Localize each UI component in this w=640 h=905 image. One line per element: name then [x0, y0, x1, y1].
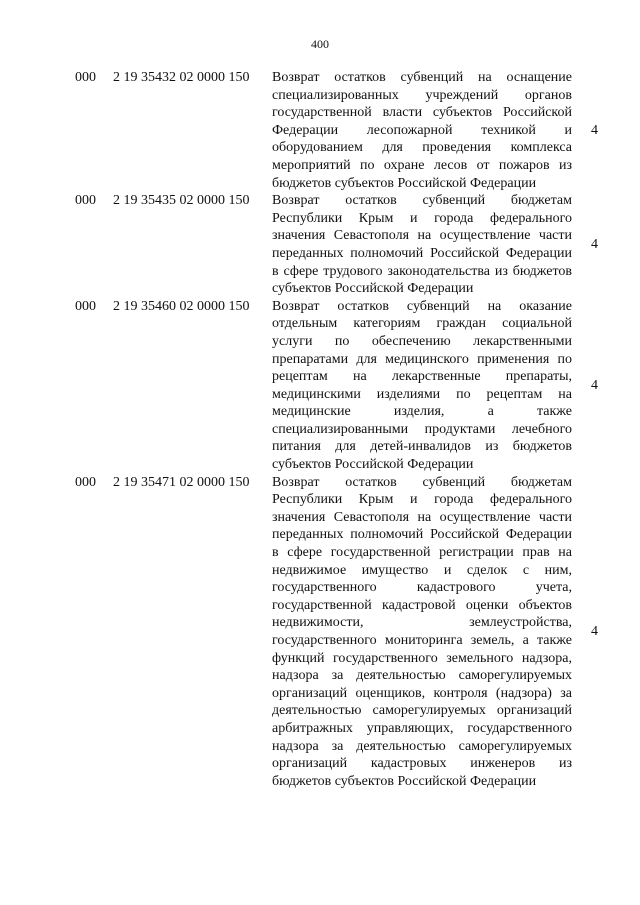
budget-classification-code: 2 19 35432 02 0000 150: [113, 70, 250, 85]
amount-value: 4: [591, 236, 598, 252]
amount-value: 4: [591, 624, 598, 639]
budget-classification-code: 2 19 35460 02 0000 150: [113, 298, 250, 314]
income-name: Возврат остатков субвенций бюджетам Республики Крым и города федерального значения Севастополя на осуществление части переданных полномочий Российской Федерации в сфере государственной регистрации прав на недвижимое имущество и сделок с ним, государственного кадастрового учета, государственной кадастровой оценки объектов недвижимости, землеустройства, государственного мониторинга земель, а также функций государственного земельного надзора, надзора за деятельностью саморегулируемых организаций оценщиков, контроля (надзора) за деятельностью саморегулируемых организаций арбитражных управляющих, государственного надзора за деятельностью саморегулируемых организаций кадастровых инженеров из бюджетов субъектов Российской Федерации: [272, 474, 572, 789]
admin-code: 000: [75, 298, 96, 314]
admin-code: 000: [75, 70, 96, 85]
income-name: Возврат остатков субвенций на оказание отдельным категориям граждан социальной услуги по обеспечению лекарственными препаратами для медицинского применения по рецептам на лекарственные препараты, медицинскими изделиями по рецептам на медицинские изделия, а также специализированными продуктами лечебного питания для детей-инвалидов из бюджетов субъектов Российской Федерации: [272, 298, 572, 473]
budget-classification-code: 2 19 35435 02 0000 150: [113, 193, 250, 209]
amount-value: 4: [591, 377, 598, 393]
table-row: [0, 192, 640, 298]
table-row: [0, 298, 640, 474]
budget-table: [0, 69, 640, 790]
admin-code: 000: [75, 474, 96, 490]
budget-classification-code: 2 19 35471 02 0000 150: [113, 474, 250, 490]
admin-code: 000: [75, 193, 96, 209]
table-row: [0, 69, 640, 192]
income-name: Возврат остатков субвенций бюджетам Республики Крым и города федерального значения Севастополя на осуществление части переданных полномочий Российской Федерации в сфере трудового законодательства из бюджетов субъектов Российской Федерации: [272, 193, 572, 297]
table-row: [0, 474, 640, 791]
page-number: 400: [311, 37, 329, 51]
amount-value: 4: [591, 122, 598, 138]
income-name: Возврат остатков субвенций на оснащение специализированных учреждений органов государственной власти субъектов Российской Федерации лесопожарной техникой и оборудованием для проведения комплекса мероприятий по охране лесов от пожаров из бюджетов субъектов Российской Федерации: [272, 70, 572, 191]
